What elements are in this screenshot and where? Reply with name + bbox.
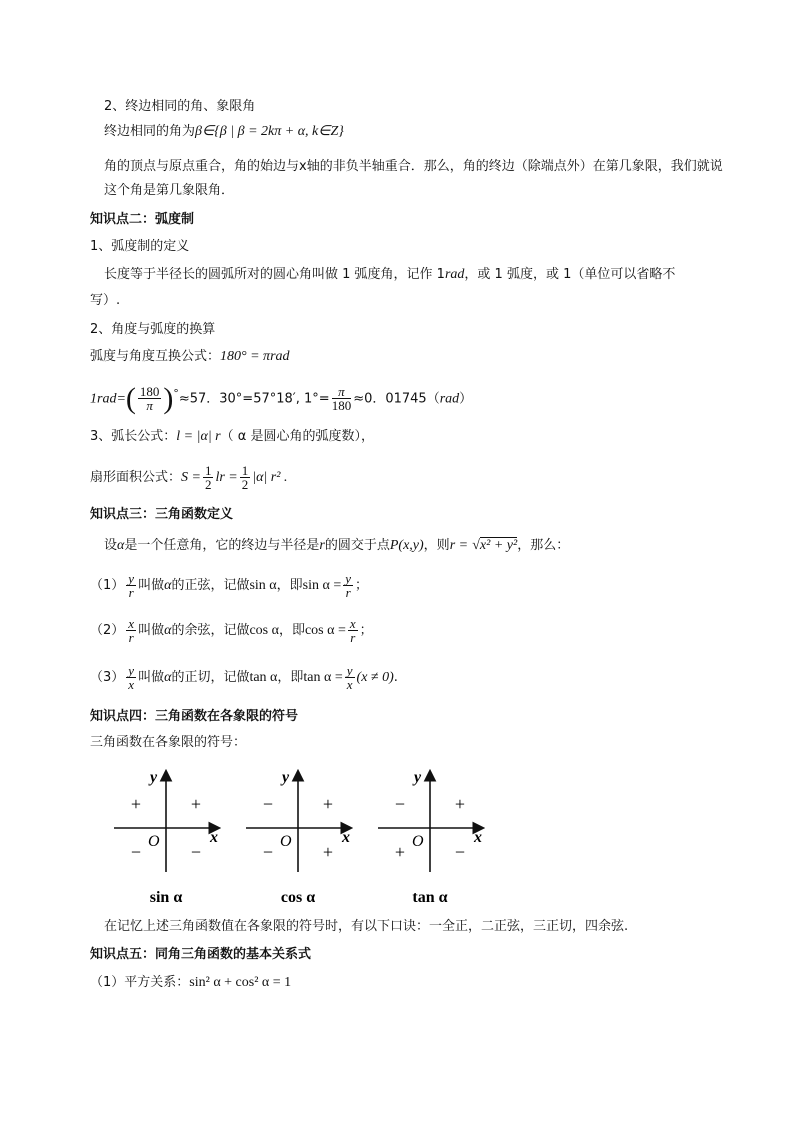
quadrant-4-sign: +: [322, 842, 334, 862]
cos-b: 的余弦，记做: [171, 623, 250, 638]
deg-fraction-den: 180: [331, 398, 352, 414]
y-axis-label: y: [150, 769, 158, 786]
deg-value: ≈0．01745（: [353, 391, 440, 407]
tan-c: ，即: [277, 670, 304, 685]
cosine-definition: [90, 615, 373, 647]
cos-eq-den: r: [350, 630, 356, 645]
rad-lhs: 1rad=: [90, 391, 126, 407]
sin-index: （1）: [90, 578, 125, 593]
tan-cond: (x ≠ 0): [356, 670, 394, 685]
sector-half-2: [240, 464, 251, 491]
x-axis-label: x: [210, 829, 218, 846]
tan-alpha: α: [164, 670, 172, 685]
coterminal-formula: β∈{β | β = 2kπ + α, k∈Z}: [195, 124, 344, 139]
sector-s: S =: [181, 470, 201, 485]
tan-eq-ratio: [345, 664, 355, 691]
deg-unit: rad: [439, 391, 460, 407]
tan-ratio-num: y: [128, 663, 135, 678]
sine-definition: [90, 570, 368, 602]
quadrant-sign-diagrams: [100, 762, 500, 910]
conversion-heading: 2、角度与弧度的换算: [90, 322, 216, 337]
cos-eq: cos α =: [304, 623, 346, 638]
cos-alpha: α: [164, 623, 172, 638]
quadrant-sign-intro: 三角函数在各象限的符号：: [90, 735, 247, 750]
sector-half-2-num: 1: [241, 463, 249, 478]
deg-fraction: [332, 385, 352, 412]
rad-value: ≈57．30°=57°18′,: [178, 391, 300, 407]
sin-ratio-num: y: [128, 571, 135, 586]
sin-eq-num: y: [345, 571, 352, 586]
right-paren: ): [163, 381, 174, 415]
tan-ratio: [126, 664, 136, 691]
sector-prefix: 扇形面积公式：: [90, 470, 182, 485]
quadrant-2-sign: −: [262, 794, 274, 814]
intro-b: 是一个任意角，它的终边与半径是: [124, 538, 320, 553]
tan-b: 的正切，记做: [171, 670, 250, 685]
sin-c: ，即: [276, 578, 303, 593]
tan-index: （3）: [90, 670, 125, 685]
cos-eq-ratio: [348, 617, 358, 644]
kp4-title: 知识点四：三角函数在各象限的符号: [90, 709, 299, 724]
cos-eq-num: x: [349, 616, 356, 631]
sin-sign-diagram: [114, 769, 218, 906]
quadrant-3-sign: +: [394, 842, 406, 862]
arc-prefix: 3、弧长公式：: [90, 429, 177, 444]
deg-fraction-num: π: [332, 385, 352, 399]
kp2-title: 知识点二：弧度制: [90, 212, 195, 227]
function-label: cos α: [280, 889, 316, 906]
intro-a: 设: [104, 538, 118, 553]
sin-ratio-den: r: [128, 585, 134, 600]
quadrant-2-sign: −: [394, 794, 406, 814]
conversion-prefix: 弧度与角度互换公式：: [90, 349, 221, 364]
quadrant-angle-text: 角的顶点与原点重合，角的始边与x轴的非负半轴重合．那么，角的终边（除端点外）在第几象限，我们就说这个角是第几象限角．: [104, 159, 723, 198]
left-paren: (: [125, 381, 136, 415]
arc-formula: l = |α| r: [176, 429, 221, 444]
coterminal-prefix: 终边相同的角为: [104, 124, 196, 139]
coterminal-line: [104, 123, 344, 141]
conversion-formula: 180° = πrad: [220, 349, 290, 364]
y-axis-label: y: [414, 769, 422, 786]
intro-r-eq: r =: [449, 538, 469, 553]
radian-def-line1: [104, 266, 675, 284]
deg-close: ）: [459, 391, 473, 407]
sector-mid: lr =: [215, 470, 238, 485]
square-formula: sin² α + cos² α = 1: [189, 975, 292, 990]
sin-a: 叫做: [138, 578, 165, 593]
function-label: tan α: [412, 889, 448, 906]
sign-mnemonic: 在记忆上述三角函数值在各象限的符号时，有以下口诀：一全正，二正弦，三正切，四余弦.: [104, 919, 629, 934]
tan-a: 叫做: [138, 670, 165, 685]
tan-eq-den: x: [346, 677, 353, 692]
sin-b: 的正弦，记做: [171, 578, 250, 593]
square-prefix: （1）平方关系：: [90, 975, 190, 990]
intro-c: 的圆交于点: [324, 538, 390, 553]
arc-note: （ α 是圆心角的弧度数），: [220, 429, 374, 444]
cos-fn: cos α: [249, 623, 279, 638]
quadrant-1-sign: +: [190, 794, 202, 814]
quadrant-4-sign: −: [454, 842, 466, 862]
radian-def-heading: 1、弧度制的定义: [90, 239, 190, 254]
sector-half-1-den: 2: [204, 477, 212, 492]
origin-label: O: [412, 833, 424, 850]
tangent-definition: [90, 662, 398, 694]
cos-end: ；: [359, 623, 373, 638]
sector-end: |α| r² .: [252, 470, 288, 485]
kp3-title: 知识点三：三角函数定义: [90, 507, 234, 522]
tan-sign-diagram: [378, 769, 482, 906]
y-axis-label: y: [282, 769, 290, 786]
intro-point: P(x,y): [389, 538, 424, 553]
quadrant-2-sign: +: [130, 794, 142, 814]
tan-ratio-den: x: [128, 677, 135, 692]
origin-label: O: [280, 833, 292, 850]
sector-half-1: [203, 464, 214, 491]
tan-fn: tan α: [249, 670, 278, 685]
cos-index: （2）: [90, 623, 125, 638]
arc-length-line: [90, 428, 374, 446]
radian-def-line2: 写）.: [90, 293, 121, 308]
quadrant-3-sign: −: [130, 842, 142, 862]
rad-degree-mark: °: [173, 387, 179, 400]
cos-ratio-num: x: [128, 616, 135, 631]
kp5-title: 知识点五：同角三角函数的基本关系式: [90, 947, 312, 962]
intro-d: ，则: [423, 538, 450, 553]
origin-label: O: [148, 833, 160, 850]
rad-fraction-num: 180: [139, 384, 160, 400]
x-axis-label: x: [342, 829, 350, 846]
sin-eq: sin α =: [302, 578, 342, 593]
tan-eq: tan α =: [303, 670, 343, 685]
sector-half-1-num: 1: [204, 463, 212, 478]
sqrt-sign: √: [472, 538, 480, 553]
deg-lhs: 1°=: [304, 391, 330, 407]
cos-c: ，即: [278, 623, 305, 638]
intro-r: r: [319, 538, 325, 553]
tan-eq-num: y: [346, 663, 353, 678]
radian-def-text-b: ，或 1 弧度，或 1（单位可以省略不: [464, 267, 676, 282]
square-relation-line: [90, 974, 291, 992]
sector-half-2-den: 2: [241, 477, 249, 492]
quadrant-3-sign: −: [262, 842, 274, 862]
radian-unit: rad: [444, 267, 465, 282]
rad-fraction: [138, 385, 162, 412]
sin-fn: sin α: [249, 578, 277, 593]
cos-a: 叫做: [138, 623, 165, 638]
sector-area-line: [90, 462, 287, 494]
x-axis-label: x: [474, 829, 482, 846]
sin-alpha: α: [164, 578, 172, 593]
sin-ratio: [126, 572, 136, 599]
trig-def-intro: [104, 537, 569, 555]
radian-def-text-a: 长度等于半径长的圆弧所对的圆心角叫做 1 弧度角，记作 1: [104, 267, 445, 282]
quadrant-4-sign: −: [190, 842, 202, 862]
section-heading-coterminal: 2、终边相同的角、象限角: [104, 99, 256, 114]
intro-e: ，那么：: [517, 538, 570, 553]
cos-ratio-den: r: [128, 630, 134, 645]
cos-ratio: [126, 617, 136, 644]
conversion-line: [90, 348, 290, 366]
sqrt-body: x² + y²: [479, 538, 518, 553]
cos-sign-diagram: [246, 769, 350, 906]
rad-fraction-den: π: [146, 398, 153, 414]
quadrant-1-sign: +: [322, 794, 334, 814]
tan-end: .: [393, 670, 398, 685]
sin-eq-ratio: [343, 572, 353, 599]
quadrant-1-sign: +: [454, 794, 466, 814]
function-label: sin α: [149, 889, 183, 906]
intro-alpha: α: [117, 538, 125, 553]
radian-degree-values: [90, 376, 472, 417]
sin-end: ；: [355, 578, 369, 593]
sin-eq-den: r: [345, 585, 351, 600]
